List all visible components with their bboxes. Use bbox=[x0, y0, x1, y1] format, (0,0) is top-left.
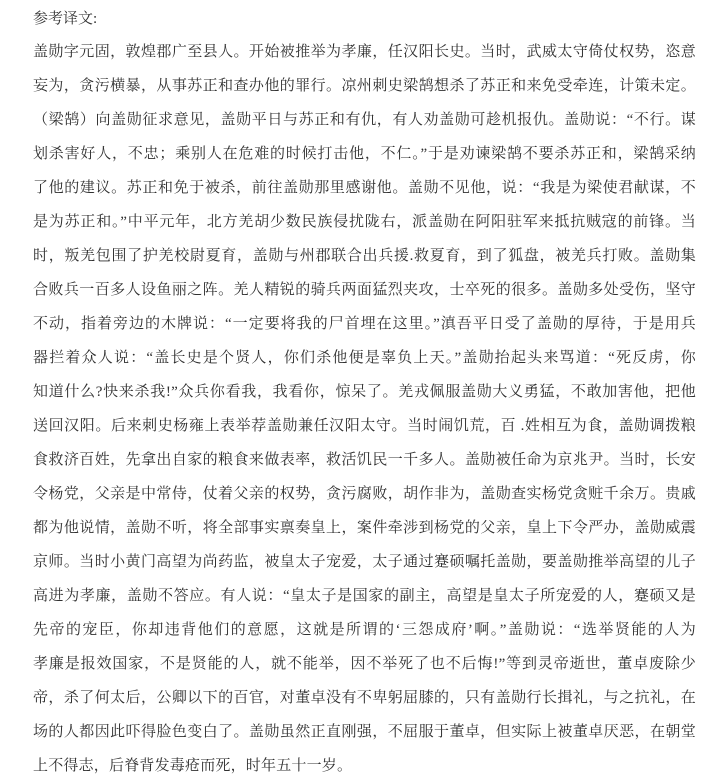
text-line: 是为苏正和。”中平元年，北方羌胡少数民族侵扰陇右，派盖勋在阿阳驻军来抵抗贼寇的前锋。当 bbox=[33, 214, 696, 230]
text-line: 上不得志，后脊背发毒疮而死，时年五十一岁。 bbox=[33, 758, 353, 774]
text-line: （梁鹄）向盖勋征求意见，盖勋平日与苏正和有仇，有人劝盖勋可趁机报仇。盖勋说：“不行。谋 bbox=[33, 112, 696, 128]
text-line: 不动，指着旁边的木牌说：“一定要将我的尸首埋在这里。”滇吾平日受了盖勋的厚待，于是用兵 bbox=[33, 316, 696, 332]
text-line: 帝，杀了何太后，公卿以下的百官，对董卓没有不卑躬屈膝的，只有盖勋行长揖礼，与之抗礼，在 bbox=[33, 690, 696, 706]
text-line: 先帝的宠臣，你却违背他们的意愿，这就是所谓的‘三怨成府’啊。”盖勋说：“选举贤能的人为 bbox=[33, 622, 696, 638]
text-line: 京师。当时小黄门高望为尚药监，被皇太子宠爱，太子通过蹇硕嘱托盖勋，要盖勋推举高望的儿子 bbox=[33, 554, 696, 570]
text-line: 时，叛羌包围了护羌校尉夏育，盖勋与州郡联合出兵援.救夏育，到了狐盘，被羌兵打败。盖勋集 bbox=[33, 248, 696, 264]
text-line: 送回汉阳。后来刺史杨雍上表举荐盖勋兼任汉阳太守。当时闹饥荒，百 .姓相互为食，盖勋调拨粮 bbox=[33, 418, 696, 434]
text-line: 盖勋字元固，敦煌郡广至县人。开始被推举为孝廉，任汉阳长史。当时，武威太守倚仗权势，恣意 bbox=[33, 44, 696, 60]
page-title: 参考译文: bbox=[33, 11, 98, 27]
text-line: 妄为，贪污横暴，从事苏正和查办他的罪行。凉州刺史梁鹄想杀了苏正和来免受牵连，计策未定。 bbox=[33, 78, 696, 94]
text-line: 令杨党，父亲是中常侍，仗着父亲的权势，贪污腐败，胡作非为，盖勋查实杨党贪赃千余万。贵戚 bbox=[33, 486, 696, 502]
text-line: 合败兵一百多人设鱼丽之阵。羌人精锐的骑兵两面猛烈夹攻，士卒死的很多。盖勋多处受伤，坚守 bbox=[33, 282, 696, 298]
text-line: 器拦着众人说：“盖长史是个贤人，你们杀他便是辜负上天。”盖勋抬起头来骂道：“死反虏，你 bbox=[33, 350, 696, 366]
text-line: 都为他说情，盖勋不听，将全部事实禀奏皇上，案件牵涉到杨党的父亲，皇上下令严办，盖勋威震 bbox=[33, 520, 696, 536]
text-line: 孝廉是报效国家，不是贤能的人，就不能举，因不举死了也不后悔!”等到灵帝逝世，董卓废除少 bbox=[33, 656, 696, 672]
text-line: 高进为孝廉，盖勋不答应。有人说：“皇太子是国家的副主，高望是皇太子所宠爱的人，蹇硕又是 bbox=[33, 588, 696, 604]
text-line: 划杀害好人，不忠；乘别人在危难的时候打击他，不仁。”于是劝谏梁鹄不要杀苏正和，梁鹄采纳 bbox=[33, 146, 696, 162]
text-line: 食救济百姓，先拿出自家的粮食来做表率，救活饥民一千多人。盖勋被任命为京兆尹。当时，长安 bbox=[33, 452, 696, 468]
text-line: 知道什么?快来杀我!”众兵你看我，我看你，惊呆了。羌戎佩服盖勋大义勇猛，不敢加害他，把他 bbox=[33, 384, 696, 400]
text-line: 场的人都因此吓得脸色变白了。盖勋虽然正直刚强，不屈服于董卓，但实际上被董卓厌恶，在朝堂 bbox=[33, 724, 696, 740]
text-line: 了他的建议。苏正和免于被杀，前往盖勋那里感谢他。盖勋不见他，说：“我是为梁使君献谋，不 bbox=[33, 180, 696, 196]
translation-body bbox=[33, 35, 696, 783]
